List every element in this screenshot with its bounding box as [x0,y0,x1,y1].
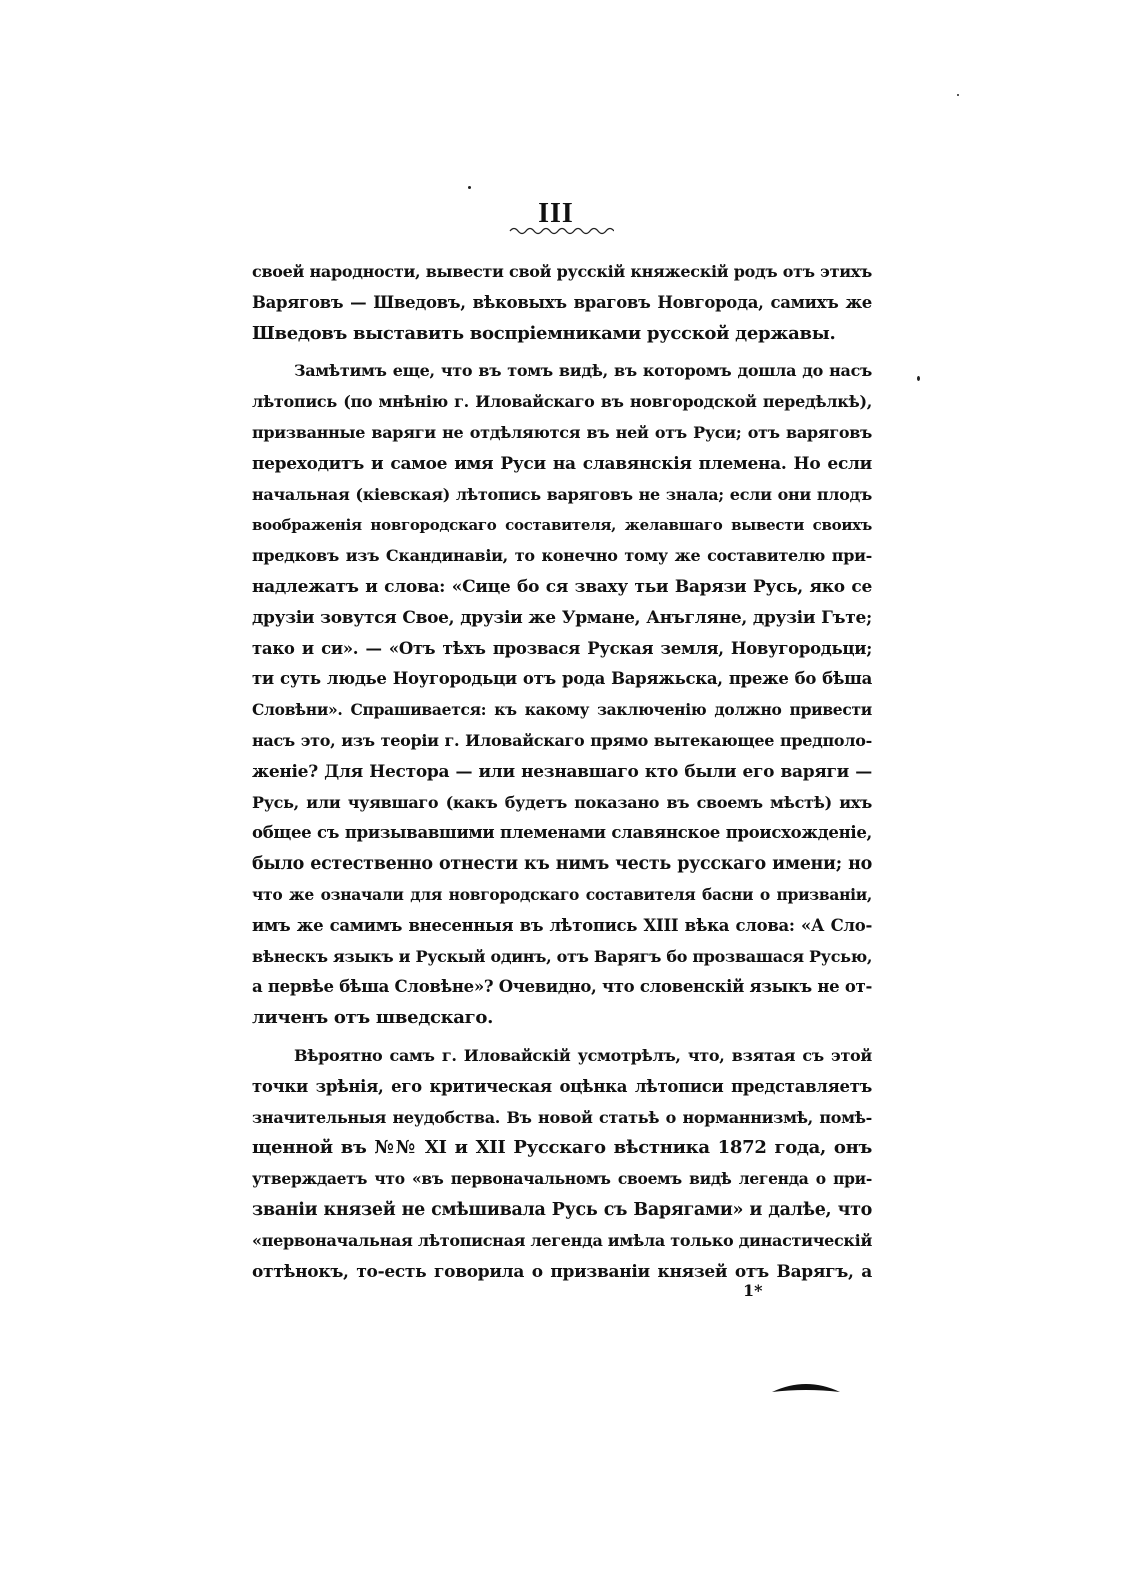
text-line: званіи князей не смѣшивала Русь съ Варягами» и далѣе, что [252,1199,872,1220]
speck [468,186,471,189]
ink-mark [770,1380,842,1396]
text-line: лѣтопись (по мнѣнію г. Иловайскаго въ новгородской передѣлкѣ), [252,392,872,412]
text-line: женіе? Для Нестора — или незнавшаго кто были его варяги — [252,761,872,782]
ornamental-rule [508,225,614,237]
speck [917,376,920,381]
text-line: вѣнескъ языкъ и Рускый одинъ, отъ Варягъ бо прозвашася Русью, [252,946,873,966]
text-line: а первѣе бѣша Словѣне»? Очевидно, что словенскій языкъ не от- [252,977,872,997]
text-line: значительныя неудобства. Въ новой статьѣ о норманнизмѣ, помѣ- [252,1107,872,1127]
text-line: щенной въ №№ XI и XII Русскаго вѣстника 1872 года, онъ [252,1137,872,1159]
text-line: начальная (кіевская) лѣтопись варяговъ не знала; если они плодъ [252,484,872,504]
text-line: друзіи зовутся Свое, друзіи же Урмане, Анъгляне, друзіи Гъте; [252,607,872,628]
signature-mark: 1* [743,1281,763,1300]
text-line: насъ это, изъ теоріи г. Иловайскаго прямо вытекающее предполо- [252,730,872,750]
text-line: Шведовъ выставить воспріемниками русской державы. [252,322,836,344]
body-text [252,257,872,1287]
text-line: личенъ отъ шведскаго. [252,1007,494,1029]
text-line: предковъ изъ Скандинавіи, то конечно тому же составителю при- [252,546,872,566]
text-line: было естественно отнести къ нимъ честь русскаго имени; но [252,854,872,875]
text-line: имъ же самимъ внесенныя въ лѣтопись XIII вѣка слова: «А Сло- [252,915,872,935]
text-line: точки зрѣнія, его критическая оцѣнка лѣтописи представляетъ [252,1076,872,1096]
text-line: что же означали для новгородскаго составителя басни о призваніи, [252,884,872,904]
text-line: оттѣнокъ, то-есть говорила о призваніи князей отъ Варягъ, а [252,1261,872,1282]
text-line: ти суть людье Ноугородьци отъ рода Варяжьска, преже бо бѣша [252,669,872,689]
text-line: Русь, или чуявшаго (какъ будетъ показано въ своемъ мѣстѣ) ихъ [252,792,872,812]
text-line: своей народности, вывести свой русскій княжескій родъ отъ этихъ [252,262,872,281]
text-line: Замѣтимъ еще, что въ томъ видѣ, въ которомъ дошла до насъ [294,361,872,381]
text-line: утверждаетъ что «въ первоначальномъ своемъ видѣ легенда о при- [252,1169,872,1189]
text-line: призванные варяги не отдѣляются въ ней отъ Руси; отъ варяговъ [252,422,872,442]
text-line: Словѣни». Спрашивается: къ какому заключенію должно привести [252,700,872,720]
text-line: переходитъ и самое имя Руси на славянскія племена. Но если [252,453,872,474]
text-line: Варяговъ — Шведовъ, вѣковыхъ враговъ Новгорода, самихъ же [252,292,872,312]
text-line: Вѣроятно самъ г. Иловайскій усмотрѣлъ, что, взятая съ этой [294,1045,872,1065]
text-line: тако и си». — «Отъ тѣхъ прозвася Руская земля, Новугородьци; [252,638,872,658]
text-line: «первоначальная лѣтописная легенда имѣла только династическій [252,1230,873,1250]
text-line: воображенія новгородскаго составителя, желавшаго вывести своихъ [252,516,872,535]
text-line: общее съ призывавшими племенами славянское происхожденіе, [252,823,872,843]
speck [957,94,959,96]
text-line: надлежатъ и слова: «Сице бо ся зваху тьи Варязи Русь, яко се [252,576,872,597]
page-number: III [538,198,574,229]
